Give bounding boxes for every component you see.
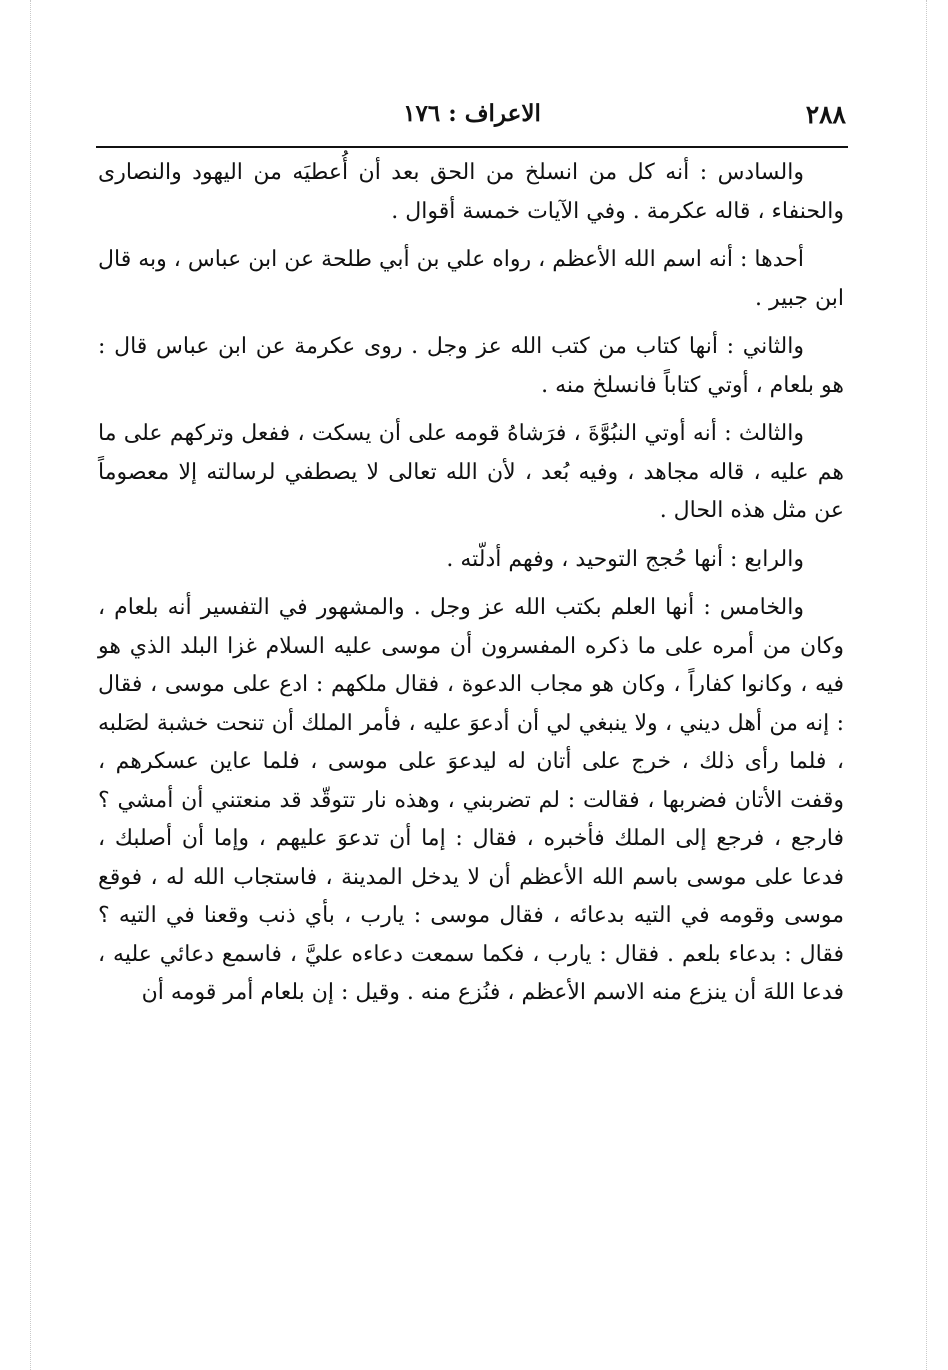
paragraph-third-opinion: والثالث : أنه أوتي النبُوَّةَ ، فرَشاهُ قومه على أن يسكت ، ففعل وتركهم على ما هم عليه ، قاله مجاهد ، وفيه بُعد ، لأن الله تعالى لا يصطفي لرسالته إلا معصوماً عن مثل هذه الحال . (98, 421, 844, 523)
page-number: ٢٨٨ (805, 100, 846, 129)
paragraph-second-opinion: والثاني : أنها كتاب من كتب الله عز وجل . روى عكرمة عن ابن عباس قال : هو بلعام ، أوتي كتاباً فانسلخ منه . (98, 334, 844, 398)
paragraph-fifth-opinion: والخامس : أنها العلم بكتب الله عز وجل . والمشهور في التفسير أنه بلعام ، وكان من أمره على ما ذكره المفسرون أن موسى عليه السلام غزا البلد الذي هو فيه ، وكانوا كفاراً ، وكان هو مجاب الدعوة ، فقال ملكهم : ادع على موسى ، فقال : إنه من أهل ديني ، ولا ينبغي لي أن أدعوَ عليه ، فأمر الملك أن تنحت خشبة لصَلبه ، فلما رأى ذلك ، خرج على أتان له ليدعوَ على موسى ، فلما عاين عسكرهم ، وقفت الأتان فضربها ، فقالت : لم تضربني ، وهذه نار تتوقّد قد منعتني أن أمشي ؟ فارجع ، فرجع إلى الملك فأخبره ، فقال : إما أن تدعوَ عليهم ، وإما أن أصلبك ، فدعا على موسى باسم الله الأعظم أن لا يدخل المدينة ، فاستجاب الله له ، فوقع موسى وقومه في التيه بدعائه ، فقال موسى : يارب ، بأي ذنب وقعنا في التيه ؟ فقال : بدعاء بلعم . فقال : يارب ، فكما سمعت دعاءه عليَّ ، فاسمع دعائي عليه ، فدعا اللهَ أن ينزع منه الاسم الأعظم ، فنُزع منه . وقيل : إن بلعام أمر قومه أن (98, 595, 844, 1005)
paragraph-fourth-opinion: والرابع : أنها حُجج التوحيد ، وفهم أدلّته . (446, 546, 804, 572)
header-rule (96, 146, 848, 148)
left-margin-guide (30, 0, 31, 1370)
page-header (96, 98, 848, 138)
body-text (98, 154, 844, 1015)
running-title: الاعراف : ١٧٦ (403, 100, 541, 127)
paragraph-sixth: والسادس : أنه كل من انسلخ من الحق بعد أن أُعطيَه من اليهود والنصارى والحنفاء ، قاله عكرمة . وفي الآيات خمسة أقوال . (98, 160, 844, 224)
paragraph-first-opinion: أحدها : أنه اسم الله الأعظم ، رواه علي بن أبي طلحة عن ابن عباس ، وبه قال ابن جبير . (98, 247, 844, 311)
right-margin-guide (926, 0, 927, 1370)
